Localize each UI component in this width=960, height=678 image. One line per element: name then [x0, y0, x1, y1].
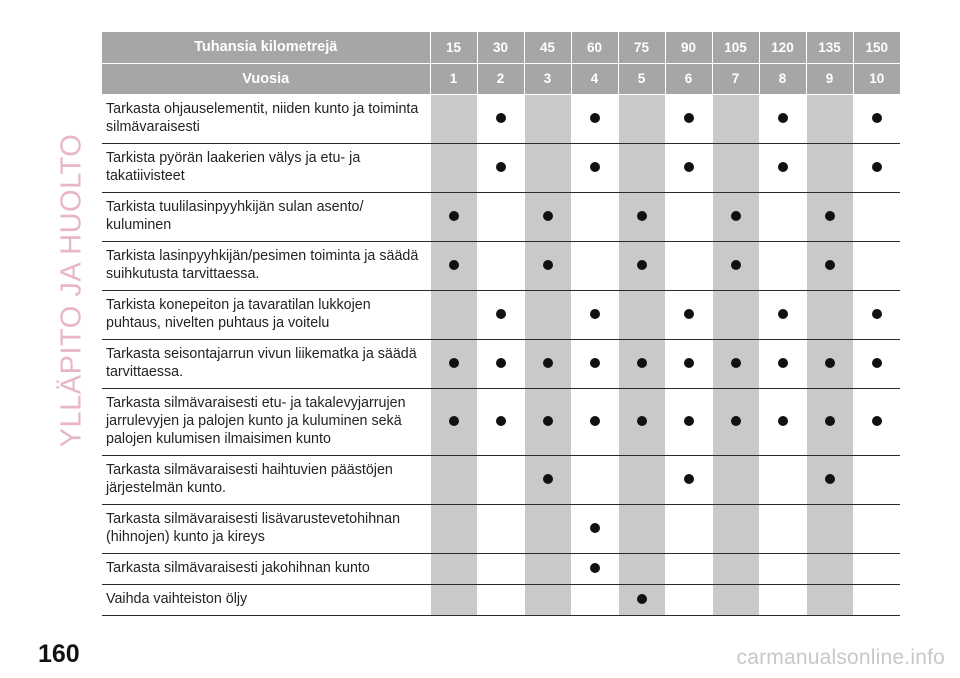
interval-cell [759, 339, 806, 388]
service-required-dot [637, 358, 647, 368]
service-required-dot [496, 309, 506, 319]
interval-cell [759, 584, 806, 615]
km-header-cell: 90 [665, 32, 712, 63]
interval-cell [759, 553, 806, 584]
schedule-row [102, 241, 900, 290]
service-required-dot [684, 113, 694, 123]
interval-cell [618, 94, 665, 143]
km-header-cell: 75 [618, 32, 665, 63]
interval-cell [853, 143, 900, 192]
year-header-cell: 2 [477, 63, 524, 94]
service-required-dot [872, 358, 882, 368]
interval-cell [524, 504, 571, 553]
service-required-dot [496, 162, 506, 172]
interval-cell [571, 339, 618, 388]
schedule-row [102, 192, 900, 241]
interval-cell [477, 241, 524, 290]
interval-cell [712, 455, 759, 504]
interval-cell [806, 192, 853, 241]
interval-cell [806, 339, 853, 388]
section-title-vertical [52, 133, 92, 447]
interval-cell [806, 241, 853, 290]
task-description: Tarkista tuulilasinpyyhkijän sulan asento/ kuluminen [102, 192, 430, 241]
service-required-dot [684, 358, 694, 368]
service-required-dot [731, 260, 741, 270]
interval-cell [712, 94, 759, 143]
interval-cell [477, 388, 524, 455]
service-required-dot [872, 113, 882, 123]
service-required-dot [684, 416, 694, 426]
task-description: Tarkista konepeiton ja tavaratilan lukkojen puhtaus, nivelten puhtaus ja voitelu [102, 290, 430, 339]
interval-cell [618, 339, 665, 388]
schedule-row [102, 143, 900, 192]
km-header-cell: 15 [430, 32, 477, 63]
maintenance-schedule-table [102, 32, 900, 616]
interval-cell [477, 455, 524, 504]
interval-cell [524, 339, 571, 388]
service-required-dot [825, 211, 835, 221]
km-header-cell: 60 [571, 32, 618, 63]
interval-cell [524, 290, 571, 339]
interval-cell [806, 504, 853, 553]
interval-cell [430, 192, 477, 241]
service-required-dot [590, 162, 600, 172]
service-required-dot [637, 416, 647, 426]
interval-cell [806, 143, 853, 192]
interval-cell [430, 388, 477, 455]
interval-cell [477, 143, 524, 192]
interval-cell [571, 241, 618, 290]
service-required-dot [778, 309, 788, 319]
interval-cell [853, 584, 900, 615]
service-required-dot [449, 260, 459, 270]
service-required-dot [778, 416, 788, 426]
year-header-cell: 6 [665, 63, 712, 94]
interval-cell [524, 584, 571, 615]
task-description: Tarkasta silmävaraisesti etu- ja takalevyjarrujen jarrulevyjen ja palojen kunto ja kuluminen sekä palojen kulumisen ilmaisimen kunto [102, 388, 430, 455]
km-header-label: Tuhansia kilometrejä [102, 32, 430, 63]
service-required-dot [684, 309, 694, 319]
service-required-dot [590, 309, 600, 319]
interval-cell [665, 94, 712, 143]
service-required-dot [590, 416, 600, 426]
service-required-dot [872, 162, 882, 172]
interval-cell [430, 504, 477, 553]
interval-cell [853, 388, 900, 455]
interval-cell [759, 241, 806, 290]
interval-cell [712, 290, 759, 339]
service-required-dot [543, 260, 553, 270]
interval-cell [477, 584, 524, 615]
task-description: Tarkasta silmävaraisesti lisävarustevetohihnan (hihnojen) kunto ja kireys [102, 504, 430, 553]
interval-cell [571, 553, 618, 584]
service-required-dot [872, 309, 882, 319]
interval-cell [571, 94, 618, 143]
schedule-row [102, 584, 900, 615]
interval-cell [806, 94, 853, 143]
service-required-dot [449, 211, 459, 221]
interval-cell [712, 192, 759, 241]
schedule-row [102, 553, 900, 584]
km-header-cell: 30 [477, 32, 524, 63]
task-description: Vaihda vaihteiston öljy [102, 584, 430, 615]
schedule-row [102, 290, 900, 339]
task-description: Tarkista pyörän laakerien välys ja etu- ja takatiivisteet [102, 143, 430, 192]
service-required-dot [543, 358, 553, 368]
interval-cell [759, 143, 806, 192]
interval-cell [524, 388, 571, 455]
service-required-dot [496, 358, 506, 368]
interval-cell [853, 553, 900, 584]
interval-cell [477, 504, 524, 553]
service-required-dot [731, 211, 741, 221]
interval-cell [853, 455, 900, 504]
interval-cell [618, 241, 665, 290]
service-required-dot [449, 416, 459, 426]
interval-cell [477, 290, 524, 339]
service-required-dot [449, 358, 459, 368]
interval-cell [665, 143, 712, 192]
interval-cell [430, 553, 477, 584]
service-required-dot [637, 211, 647, 221]
service-required-dot [872, 416, 882, 426]
year-header-cell: 9 [806, 63, 853, 94]
interval-cell [806, 388, 853, 455]
service-required-dot [684, 162, 694, 172]
interval-cell [665, 241, 712, 290]
interval-cell [712, 584, 759, 615]
year-header-cell: 5 [618, 63, 665, 94]
interval-cell [712, 388, 759, 455]
interval-cell [477, 339, 524, 388]
interval-cell [806, 553, 853, 584]
interval-cell [430, 339, 477, 388]
service-required-dot [731, 416, 741, 426]
interval-cell [853, 241, 900, 290]
km-header-cell: 150 [853, 32, 900, 63]
service-required-dot [825, 416, 835, 426]
interval-cell [524, 553, 571, 584]
interval-cell [853, 504, 900, 553]
interval-cell [477, 553, 524, 584]
service-required-dot [543, 211, 553, 221]
interval-cell [759, 455, 806, 504]
interval-cell [759, 504, 806, 553]
interval-cell [759, 388, 806, 455]
interval-cell [712, 553, 759, 584]
km-header-cell: 45 [524, 32, 571, 63]
service-required-dot [590, 358, 600, 368]
interval-cell [665, 388, 712, 455]
interval-cell [759, 192, 806, 241]
service-required-dot [590, 563, 600, 573]
interval-cell [759, 290, 806, 339]
interval-cell [853, 192, 900, 241]
interval-cell [665, 553, 712, 584]
schedule-body [102, 94, 900, 615]
interval-cell [665, 192, 712, 241]
header-row-kilometers [102, 32, 900, 63]
service-required-dot [825, 260, 835, 270]
interval-cell [806, 455, 853, 504]
header-row-years [102, 63, 900, 94]
interval-cell [806, 584, 853, 615]
interval-cell [430, 455, 477, 504]
year-header-cell: 7 [712, 63, 759, 94]
interval-cell [618, 455, 665, 504]
interval-cell [665, 455, 712, 504]
interval-cell [571, 455, 618, 504]
service-required-dot [825, 474, 835, 484]
years-header-label: Vuosia [102, 63, 430, 94]
task-description: Tarkasta silmävaraisesti jakohihnan kunto [102, 553, 430, 584]
schedule-row [102, 94, 900, 143]
service-required-dot [778, 358, 788, 368]
service-required-dot [684, 474, 694, 484]
service-required-dot [496, 416, 506, 426]
year-header-cell: 10 [853, 63, 900, 94]
interval-cell [712, 143, 759, 192]
interval-cell [477, 94, 524, 143]
interval-cell [571, 192, 618, 241]
year-header-cell: 4 [571, 63, 618, 94]
schedule-row [102, 339, 900, 388]
interval-cell [712, 339, 759, 388]
interval-cell [712, 241, 759, 290]
task-description: Tarkista lasinpyyhkijän/pesimen toiminta ja säädä suihkutusta tarvittaessa. [102, 241, 430, 290]
interval-cell [524, 241, 571, 290]
interval-cell [853, 94, 900, 143]
interval-cell [430, 584, 477, 615]
interval-cell [571, 584, 618, 615]
task-description: Tarkasta ohjauselementit, niiden kunto ja toiminta silmävaraisesti [102, 94, 430, 143]
service-required-dot [637, 260, 647, 270]
interval-cell [759, 94, 806, 143]
interval-cell [618, 192, 665, 241]
interval-cell [853, 290, 900, 339]
km-header-cell: 135 [806, 32, 853, 63]
interval-cell [430, 241, 477, 290]
year-header-cell: 3 [524, 63, 571, 94]
service-required-dot [731, 358, 741, 368]
service-required-dot [825, 358, 835, 368]
interval-cell [665, 584, 712, 615]
page-number: 160 [38, 640, 80, 668]
interval-cell [571, 290, 618, 339]
service-required-dot [778, 162, 788, 172]
interval-cell [618, 388, 665, 455]
task-description: Tarkasta seisontajarrun vivun liikematka ja säädä tarvittaessa. [102, 339, 430, 388]
schedule-row [102, 388, 900, 455]
interval-cell [430, 290, 477, 339]
interval-cell [571, 388, 618, 455]
interval-cell [571, 504, 618, 553]
service-required-dot [496, 113, 506, 123]
interval-cell [524, 455, 571, 504]
service-required-dot [637, 594, 647, 604]
interval-cell [430, 94, 477, 143]
interval-cell [806, 290, 853, 339]
section-title-text: YLLÄPITO JA HUOLTO [55, 133, 88, 447]
interval-cell [524, 192, 571, 241]
interval-cell [665, 339, 712, 388]
interval-cell [853, 339, 900, 388]
interval-cell [618, 290, 665, 339]
interval-cell [477, 192, 524, 241]
interval-cell [430, 143, 477, 192]
task-description: Tarkasta silmävaraisesti haihtuvien päästöjen järjestelmän kunto. [102, 455, 430, 504]
schedule-row [102, 504, 900, 553]
interval-cell [618, 553, 665, 584]
interval-cell [571, 143, 618, 192]
interval-cell [618, 504, 665, 553]
interval-cell [524, 143, 571, 192]
interval-cell [665, 290, 712, 339]
interval-cell [618, 143, 665, 192]
interval-cell [665, 504, 712, 553]
km-header-cell: 120 [759, 32, 806, 63]
watermark: carmanualsonline.info [736, 646, 945, 669]
km-header-cell: 105 [712, 32, 759, 63]
schedule-row [102, 455, 900, 504]
year-header-cell: 8 [759, 63, 806, 94]
interval-cell [524, 94, 571, 143]
service-required-dot [543, 416, 553, 426]
service-required-dot [590, 523, 600, 533]
service-required-dot [543, 474, 553, 484]
year-header-cell: 1 [430, 63, 477, 94]
service-required-dot [590, 113, 600, 123]
interval-cell [712, 504, 759, 553]
service-required-dot [778, 113, 788, 123]
interval-cell [618, 584, 665, 615]
